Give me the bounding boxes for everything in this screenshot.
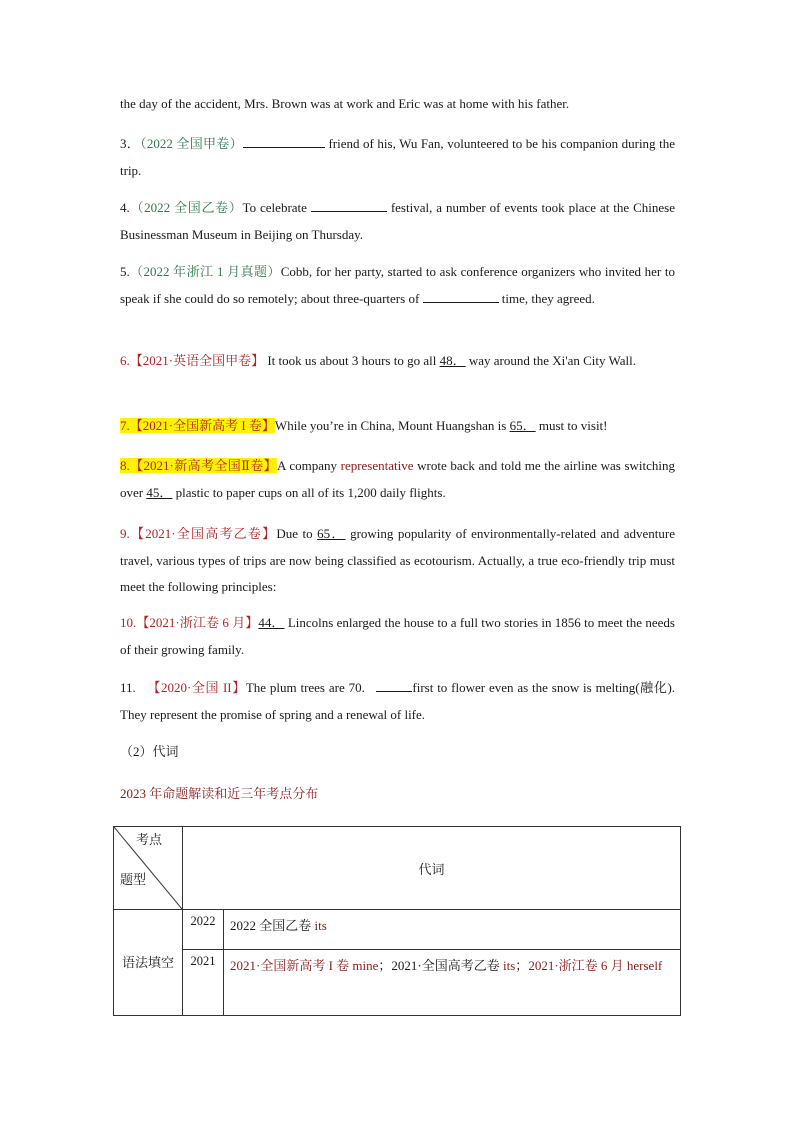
question-6: 6.【2021·英语全国甲卷】 It took us about 3 hours to go all 48． way around the Xi'an City Wall. — [120, 353, 636, 368]
highlighted-word: representative — [340, 458, 414, 473]
blank-number: 48． — [439, 353, 466, 368]
passage-line: the day of the accident, Mrs. Brown was at work and Eric was at home with his father. — [120, 96, 570, 111]
question-10: 10.【2021·浙江卷 6 月】44． Lincolns enlarged the house to a full two stories in 1856 to meet the needs of their growing family. — [120, 615, 675, 657]
question-source: 【2020·全国 II】 — [147, 680, 246, 695]
question-5: 5.（2022 年浙江 1 月真题）Cobb, for her party, started to ask conference organizers who invited her to speak if she could do so remotely; about three-quarters of time, they agreed. — [120, 264, 675, 306]
year-cell: 2021 — [183, 950, 224, 1016]
blank-number: 65． — [509, 418, 536, 433]
table-row — [114, 910, 681, 950]
question-source: 【2021·全国高考乙卷】 — [129, 526, 277, 541]
question-7: 7.【2021·全国新高考 I 卷】While you’re in China, Mount Huangshan is 65． must to visit! — [120, 418, 608, 433]
question-3: 3．（2022 全国甲卷） friend of his, Wu Fan, volunteered to be his companion during the trip. — [120, 131, 675, 184]
content-cell: 2022 全国乙卷 its — [224, 910, 681, 950]
table-row — [114, 950, 681, 1016]
table-header-row — [114, 827, 681, 910]
category-cell: 语法填空 — [114, 910, 183, 1016]
blank-number: 65． — [317, 526, 346, 541]
answer-blank[interactable] — [376, 677, 412, 692]
question-source: （2022 年浙江 1 月真题） — [129, 264, 281, 279]
answer-blank[interactable] — [311, 197, 387, 212]
question-8: 8.【2021·新高考全国Ⅱ卷】A company representative wrote back and told me the airline was switching over 45． plastic to paper cups on all of its 1,200 daily flights. — [120, 458, 675, 500]
question-source: 【2021·英语全国甲卷】 — [129, 353, 265, 368]
diagonal-header-cell — [114, 827, 183, 910]
section-heading: （2）代词 — [120, 744, 179, 759]
question-source: 【2021·全国新高考 I 卷】 — [129, 418, 275, 433]
question-source: （2022 全国乙卷） — [129, 200, 243, 215]
question-source: 【2021·浙江卷 6 月】 — [136, 615, 259, 630]
blank-number: 44． — [258, 615, 285, 630]
question-4: 4.（2022 全国乙卷）To celebrate festival, a number of events took place at the Chinese Businessman Museum in Beijing on Thursday. — [120, 195, 675, 248]
section-subtitle: 2023 年命题解读和近三年考点分布 — [120, 786, 319, 801]
diag-bottom-label: 题型 — [120, 872, 147, 887]
exam-points-table — [113, 826, 681, 1016]
question-9: 9.【2021·全国高考乙卷】Due to 65． growing popularity of environmentally-related and adventure travel, various types of trips are now being classified as ecotourism. Actually, a true eco-friendly trip must meet the following principles: — [120, 526, 675, 594]
blank-number: 45． — [146, 484, 173, 500]
question-source: （2022 全国甲卷） — [140, 136, 243, 151]
content-cell: 2021·全国新高考 I 卷 mine；2021·全国高考乙卷 its；2021·浙江卷 6 月 herself — [224, 950, 681, 1016]
year-cell: 2022 — [183, 910, 224, 950]
question-source: 【2021·新高考全国Ⅱ卷】 — [129, 458, 278, 473]
answer-blank[interactable] — [423, 288, 499, 303]
answer-blank[interactable] — [243, 133, 325, 148]
diag-top-label: 考点 — [136, 832, 163, 847]
question-11: 11. 【2020·全国 II】The plum trees are 70. first to flower even as the snow is melting(融化). They represent the promise of spring and a renewal of life. — [120, 675, 675, 728]
table-title-cell: 代词 — [183, 827, 681, 910]
